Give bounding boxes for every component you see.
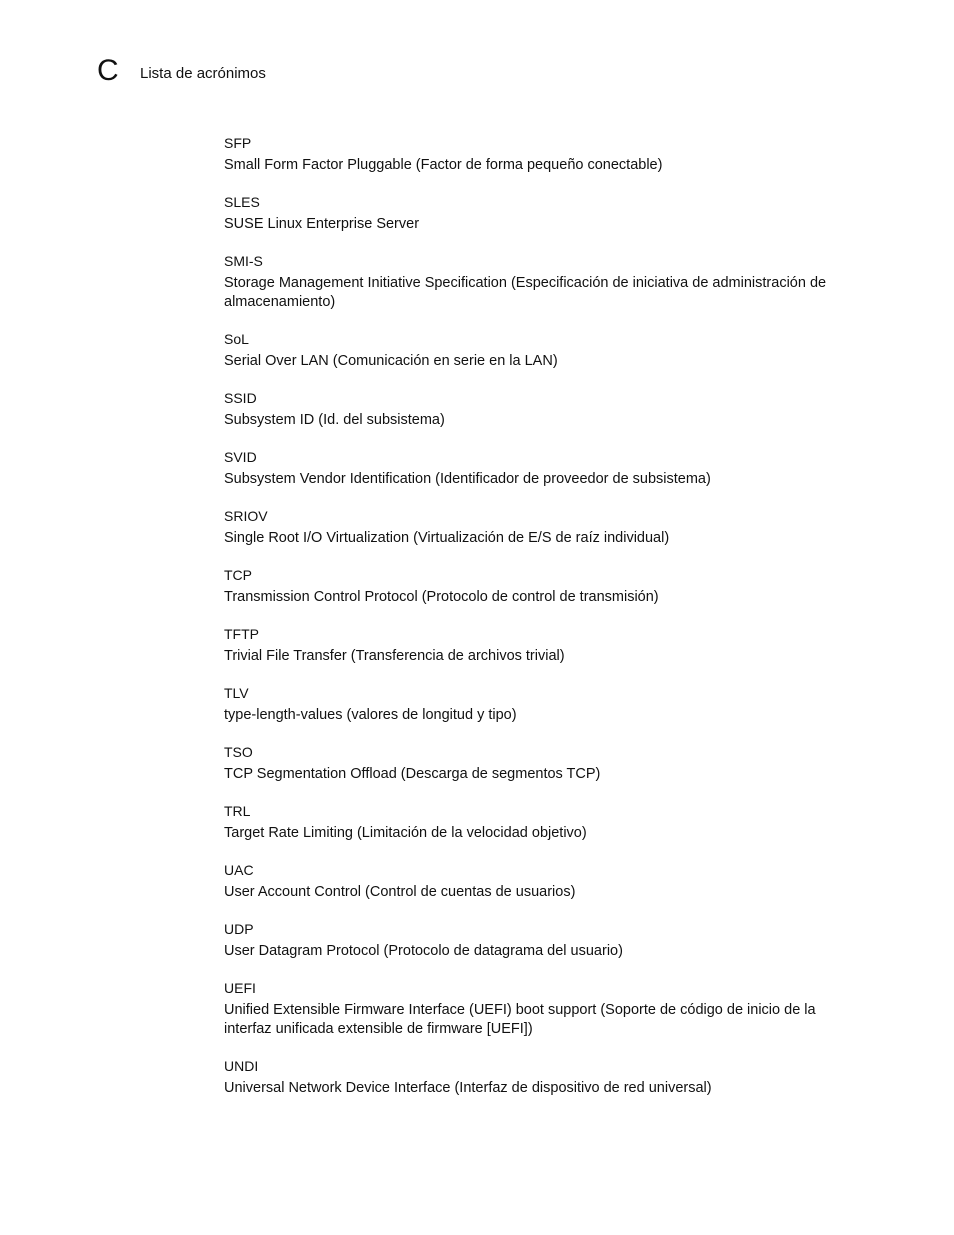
acronym-term: UEFI (224, 980, 256, 996)
acronym-definition: Target Rate Limiting (Limitación de la velocidad objetivo) (224, 825, 587, 841)
acronym-term: SSID (224, 390, 257, 406)
acronym-term: UAC (224, 862, 254, 878)
acronym-entry (224, 566, 834, 607)
acronym-term: SFP (224, 135, 252, 151)
acronym-term: SVID (224, 449, 257, 465)
acronym-term: UNDI (224, 1058, 259, 1074)
acronym-entry (224, 252, 834, 312)
acronym-term: UDP (224, 921, 254, 937)
acronym-definition: Trivial File Transfer (Transferencia de archivos trivial) (224, 648, 565, 664)
acronym-definition: Small Form Factor Pluggable (Factor de forma pequeño conectable) (224, 157, 663, 173)
acronym-entry (224, 979, 834, 1039)
acronym-definition: Subsystem Vendor Identification (Identificador de proveedor de subsistema) (224, 471, 711, 487)
acronym-term: SLES (224, 194, 260, 210)
acronym-definition: SUSE Linux Enterprise Server (224, 216, 420, 232)
acronym-entry (224, 448, 834, 489)
acronym-definition: User Account Control (Control de cuentas de usuarios) (224, 884, 576, 900)
acronym-definition: Serial Over LAN (Comunicación en serie en la LAN) (224, 353, 558, 369)
acronym-term: TFTP (224, 626, 259, 642)
acronym-term: TLV (224, 685, 249, 701)
acronym-entry (224, 684, 834, 725)
acronym-term: TCP (224, 567, 252, 583)
acronym-term: SRIOV (224, 508, 268, 524)
acronym-definition: type-length-values (valores de longitud y tipo) (224, 707, 517, 723)
acronym-entry (224, 861, 834, 902)
acronym-term: SMI-S (224, 253, 263, 269)
acronym-entry (224, 625, 834, 666)
acronym-definition: Transmission Control Protocol (Protocolo de control de transmisión) (224, 589, 659, 605)
acronym-entry (224, 193, 834, 234)
acronym-entry (224, 920, 834, 961)
acronym-definition: TCP Segmentation Offload (Descarga de segmentos TCP) (224, 766, 601, 782)
acronym-definition: Single Root I/O Virtualization (Virtualización de E/S de raíz individual) (224, 530, 670, 546)
acronym-entry (224, 802, 834, 843)
acronym-definition: Storage Management Initiative Specification (Especificación de iniciativa de administración de almacenamiento) (224, 275, 827, 310)
acronym-list (224, 134, 834, 1116)
acronym-term: TRL (224, 803, 251, 819)
acronym-entry (224, 507, 834, 548)
acronym-entry (224, 1057, 834, 1098)
acronym-entry (224, 743, 834, 784)
acronym-entry (224, 134, 834, 175)
acronym-entry (224, 389, 834, 430)
chapter-letter: C (97, 54, 119, 87)
acronym-definition: Universal Network Device Interface (Interfaz de dispositivo de red universal) (224, 1080, 712, 1096)
acronym-definition: Subsystem ID (Id. del subsistema) (224, 412, 445, 428)
acronym-definition: User Datagram Protocol (Protocolo de datagrama del usuario) (224, 943, 623, 959)
acronym-definition: Unified Extensible Firmware Interface (UEFI) boot support (Soporte de código de inicio de la interfaz unificada extensible de firmware [UEFI]) (224, 1002, 816, 1037)
acronym-entry (224, 330, 834, 371)
acronym-term: TSO (224, 744, 253, 760)
header-title: Lista de acrónimos (140, 65, 266, 82)
acronym-term: SoL (224, 331, 249, 347)
